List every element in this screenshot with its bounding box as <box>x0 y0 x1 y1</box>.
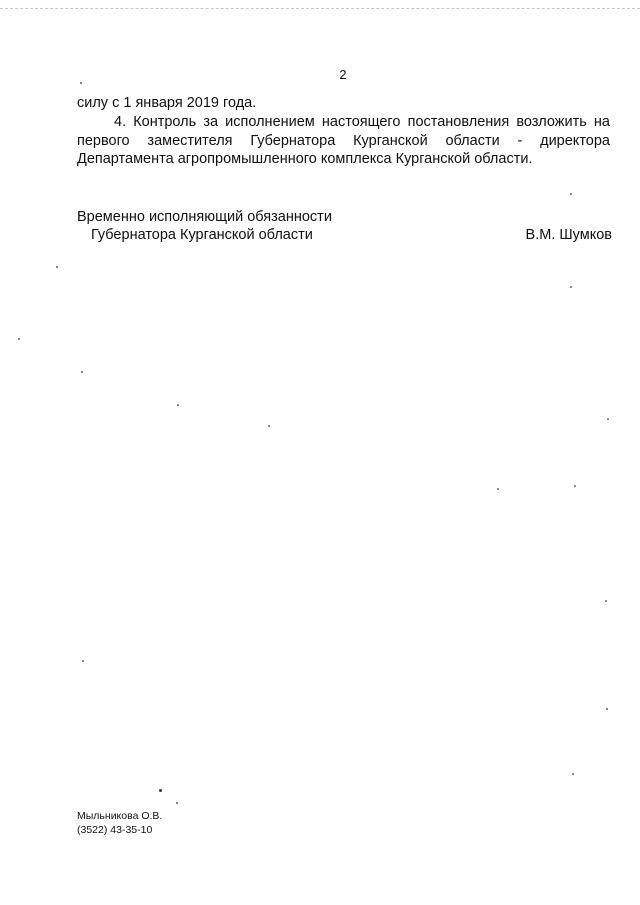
scan-speck <box>159 789 162 792</box>
scan-speck <box>574 485 576 487</box>
executor-block <box>77 810 162 837</box>
scan-edge-line <box>0 8 640 10</box>
paragraph-4: 4. Контроль за исполнением настоящего постановления возложить на первого заместителя Губернатора Курганской области - директора Департамента агропромышленного комплекса Курганской области. <box>77 114 610 167</box>
scan-speck <box>18 338 20 340</box>
scan-speck <box>607 418 609 420</box>
scan-speck <box>570 193 572 195</box>
scan-speck <box>80 82 82 84</box>
signatory-title-line1: Временно исполняющий обязанности <box>77 209 332 225</box>
scan-speck <box>268 425 270 427</box>
scan-speck <box>176 802 178 804</box>
executor-phone: (3522) 43-35-10 <box>77 823 153 836</box>
scan-speck <box>56 266 58 268</box>
scan-speck <box>177 404 179 406</box>
signatory-title <box>77 208 332 244</box>
signatory-title-line2: Губернатора Курганской области <box>91 227 313 243</box>
scan-speck <box>82 660 84 662</box>
scan-speck <box>606 708 608 710</box>
scan-speck <box>81 371 83 373</box>
executor-name: Мыльникова О.В. <box>77 810 163 822</box>
scan-speck <box>497 488 499 490</box>
body-text-continuation: силу с 1 января 2019 года. <box>77 95 257 111</box>
scan-speck <box>570 286 572 288</box>
scan-speck <box>572 773 574 775</box>
page-number: 2 <box>339 67 347 82</box>
scan-speck <box>605 600 607 602</box>
signatory-name: В.М. Шумков <box>525 227 612 243</box>
